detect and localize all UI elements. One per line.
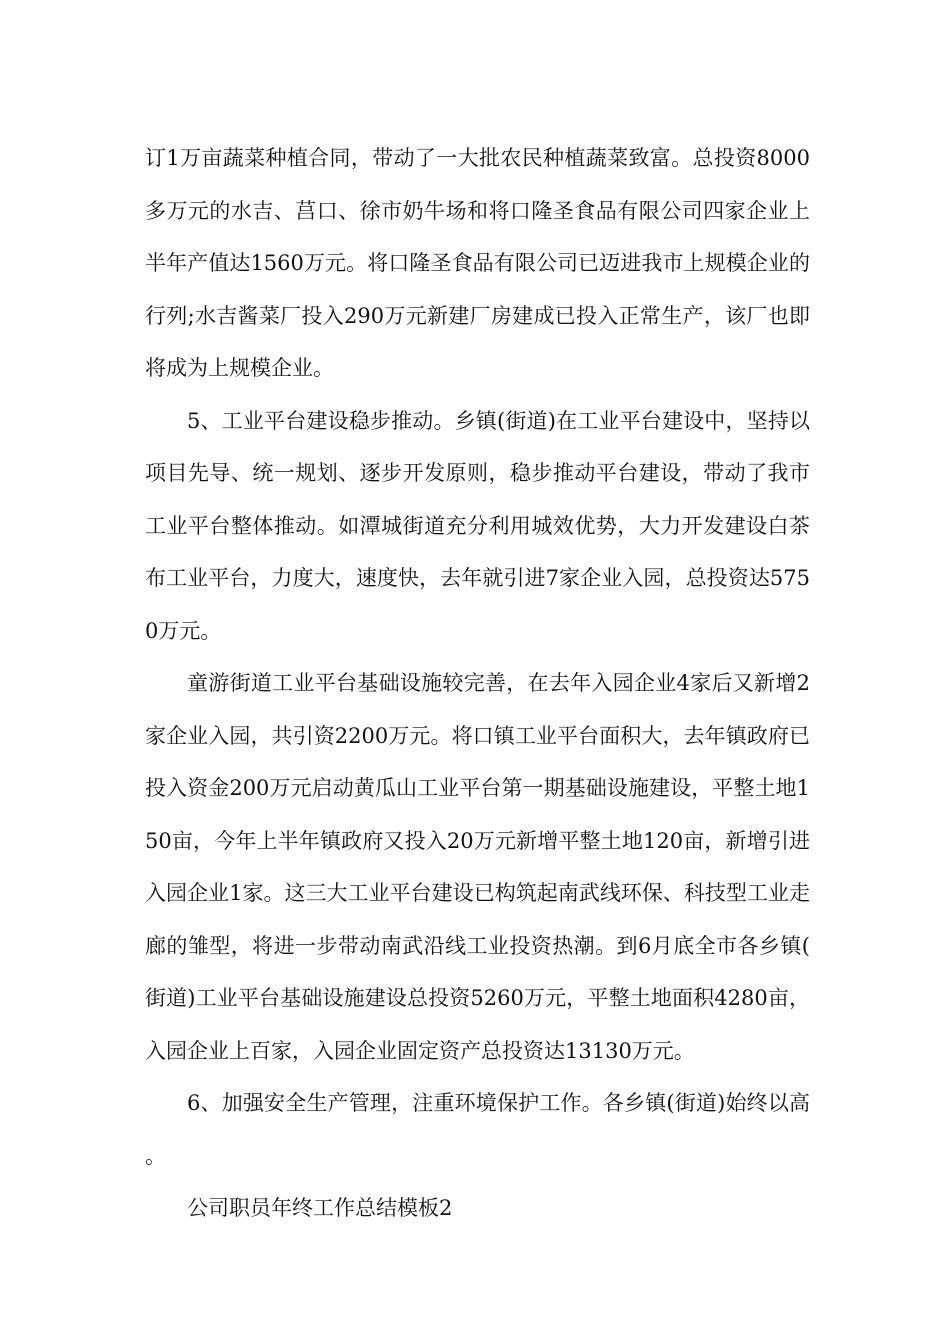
paragraph-safety-production: 6、加强安全生产管理，注重环境保护工作。各乡镇(街道)始终以高。 — [145, 1091, 810, 1168]
document-page — [145, 132, 810, 1235]
section-heading-template-2: 公司职员年终工作总结模板2 — [187, 1196, 453, 1220]
paragraph-industrial-platform: 5、工业平台建设稳步推动。乡镇(街道)在工业平台建设中，坚持以项目先导、统一规划、逐步开发原则，稳步推动平台建设，带动了我市工业平台整体推动。如潭城街道充分利用城效优势，大力开发建设白茶布工业平台，力度大，速度快，去年就引进7家企业入园，总投资达5750万元。 — [145, 408, 810, 643]
paragraph-tongyou-platform: 童游街道工业平台基础设施较完善，在去年入园企业4家后又新增2家企业入园，共引资2200万元。将口镇工业平台面积大，去年镇政府已投入资金200万元启动黄瓜山工业平台第一期基础设施建设，平整土地150亩，今年上半年镇政府又投入20万元新增平整土地120亩，新增引进入园企业1家。这三大工业平台建设已构筑起南武线环保、科技型工业走廊的雏型，将进一步带动南武沿线工业投资热潮。到6月底全市各乡镇(街道)工业平台基础设施建设总投资5260万元，平整土地面积4280亩，入园企业上百家，入园企业固定资产总投资达13130万元。 — [145, 671, 810, 1063]
paragraph-vegetable-planting: 订1万亩蔬菜种植合同，带动了一大批农民种植蔬菜致富。总投资8000多万元的水吉、莒口、徐市奶牛场和将口隆圣食品有限公司四家企业上半年产值达1560万元。将口隆圣食品有限公司已迈进我市上规模企业的行列;水吉酱菜厂投入290万元新建厂房建成已投入正常生产，该厂也即将成为上规模企业。 — [145, 146, 810, 380]
